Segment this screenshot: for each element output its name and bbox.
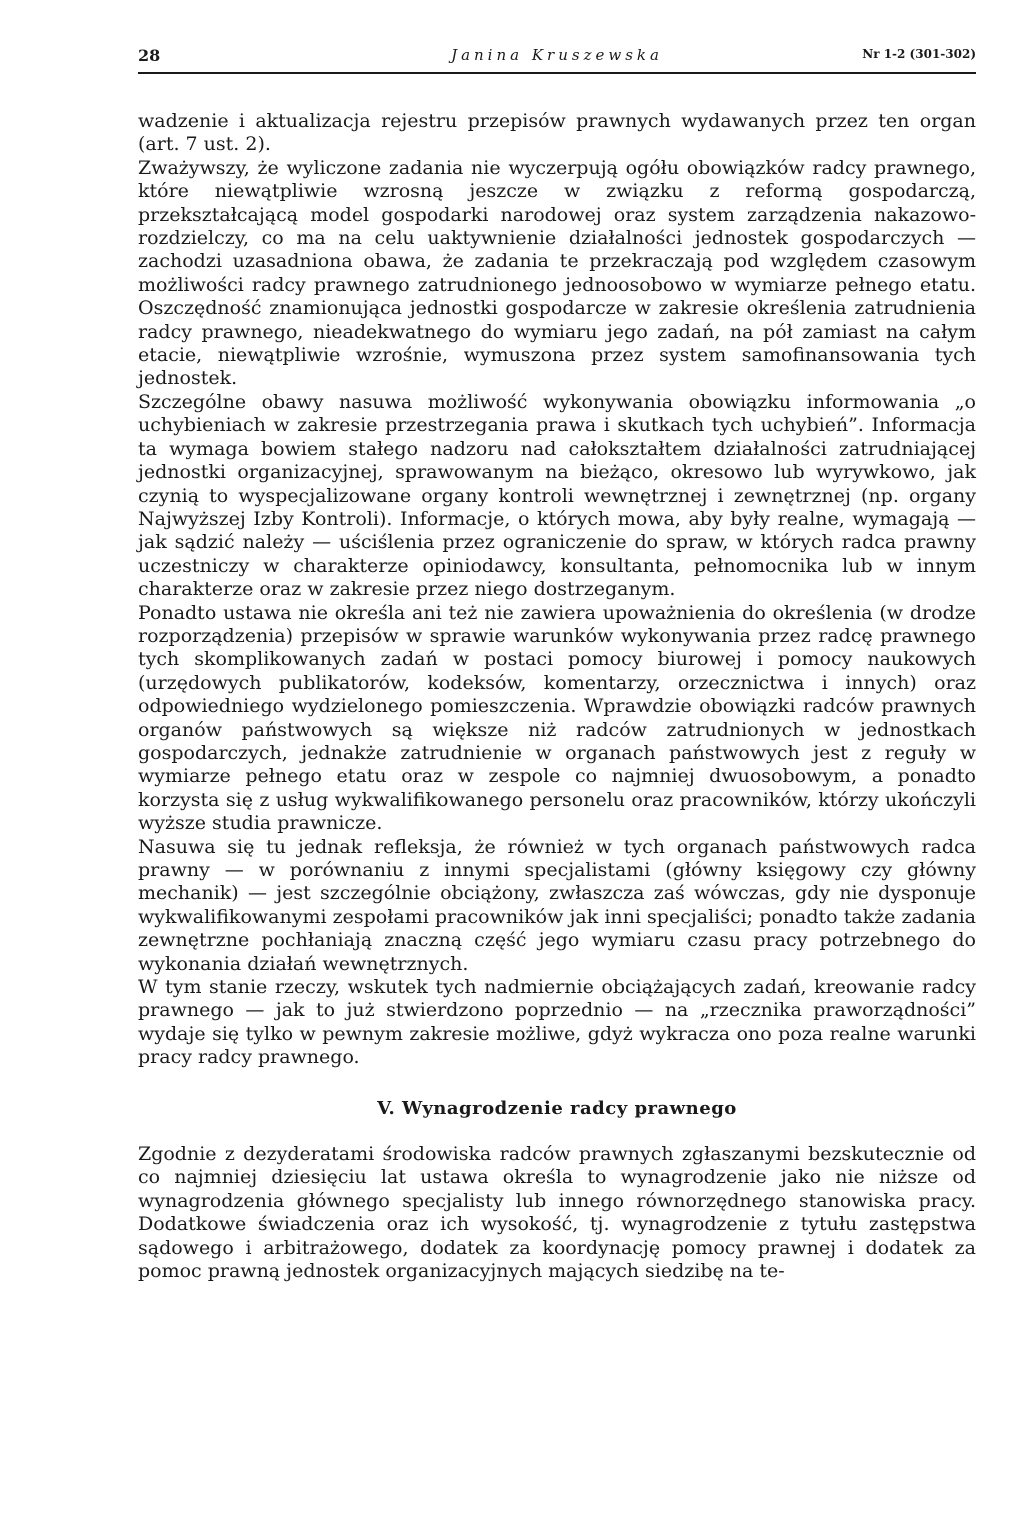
paragraph-2: Zważywszy, że wyliczone zadania nie wyczerpują ogółu obowiązków radcy prawnego, które niewątpliwie wzrosną jeszcze w związku z reformą gospodarczą, przekształcającą model gospodarki narodowej oraz system zarządzenia nakazowo-rozdzielczy, co ma na celu uaktywnienie działalności jednostek gospodarczych — zachodzi uzasadniona obawa, że zadania te przekraczają pod względem czasowym możliwości radcy prawnego zatrudnionego jednoosobowo w wymiarze pełnego etatu. Oszczędność znamionująca jednostki gospodarcze w zakresie określenia zatrudnienia radcy prawnego, nieadekwatnego do wymiaru jego zadań, na pół zamiast na całym etacie, niewątpliwie wzrośnie, wymuszona przez system samofinansowania tych jednostek. <box>138 156 976 390</box>
section-heading: V. Wynagrodzenie radcy prawnego <box>377 1097 737 1119</box>
header-rule <box>138 72 976 74</box>
page-header <box>138 40 976 72</box>
issue-reference: Nr 1-2 (301-302) <box>862 47 976 61</box>
paragraph-3: Szczególne obawy nasuwa możliwość wykonywania obowiązku informowania „o uchybieniach w zakresie przestrzegania prawa i skutkach tych uchybień”. Informacja ta wymaga bowiem stałego nadzoru nad całokształtem działalności zatrudniającej jednostki organizacyjnej, sprawowanym na bieżąco, okresowo lub wyrywkowo, jak czynią to wyspecjalizowane organy kontroli wewnętrznej i zewnętrznej (np. organy Najwyższej Izby Kontroli). Informacje, o których mowa, aby były realne, wymagają — jak sądzić należy — uściślenia przez ograniczenie do spraw, w których radca prawny uczestniczy w charakterze opiniodawcy, konsultanta, pełnomocnika lub w innym charakterze oraz w zakresie przez niego dostrzeganym. <box>138 390 976 601</box>
paragraph-5: Nasuwa się tu jednak refleksja, że również w tych organach państwowych radca prawny — w porównaniu z innymi specjalistami (główny księgowy czy główny mechanik) — jest szczególnie obciążony, zwłaszcza zaś wówczas, gdy nie dysponuje wykwalifikowanymi zespołami pracowników jak inni specjaliści; ponadto także zadania zewnętrzne pochłaniają znaczną część jego wymiaru czasu pracy potrzebnego do wykonania działań wewnętrznych. <box>138 835 976 975</box>
section-paragraph-1: Zgodnie z dezyderatami środowiska radców prawnych zgłaszanymi bezskutecznie od co najmniej dziesięciu lat ustawa określa to wynagrodzenie jako nie niższe od wynagrodzenia głównego specjalisty lub innego równorzędnego stanowiska pracy. Dodatkowe świadczenia oraz ich wysokość, tj. wynagrodzenie z tytułu zastępstwa sądowego i arbitrażowego, dodatek za koordynację pomocy prawnej i dodatek za pomoc prawną jednostek organizacyjnych mających siedzibę na te- <box>138 1143 976 1283</box>
paragraph-6: W tym stanie rzeczy, wskutek tych nadmiernie obciążających zadań, kreowanie radcy prawnego — jak to już stwierdzono poprzednio — na „rzecznika praworządności” wydaje się tylko w pewnym zakresie możliwe, gdyż wykracza ono poza realne warunki pracy radcy prawnego. <box>138 976 976 1069</box>
section-body <box>138 1143 976 1283</box>
body-text <box>138 110 976 1284</box>
page-number: 28 <box>138 46 161 65</box>
paragraph-1: wadzenie i aktualizacja rejestru przepisów prawnych wydawanych przez ten organ (art. 7 ust. 2). <box>138 110 976 156</box>
paragraph-4: Ponadto ustawa nie określa ani też nie zawiera upoważnienia do określenia (w drodze rozporządzenia) przepisów w sprawie warunków wykonywania przez radcę prawnego tych skomplikowanych zadań w postaci pomocy biurowej i pomocy naukowych (urzędowych publikatorów, kodeksów, komentarzy, orzecznictwa i innych) oraz odpowiedniego wydzielonego pomieszczenia. Wprawdzie obowiązki radców prawnych organów państwowych są większe niż radców zatrudnionych w jednostkach gospodarczych, jednakże zatrudnienie w organach państwowych jest z reguły w wymiarze pełnego etatu oraz w zespole co najmniej dwuosobowym, a ponadto korzysta się z usług wykwalifikowanego personelu oraz pracowników, którzy ukończyli wyższe studia prawnicze. <box>138 601 976 835</box>
running-title: Janina Kruszewska <box>451 46 663 64</box>
